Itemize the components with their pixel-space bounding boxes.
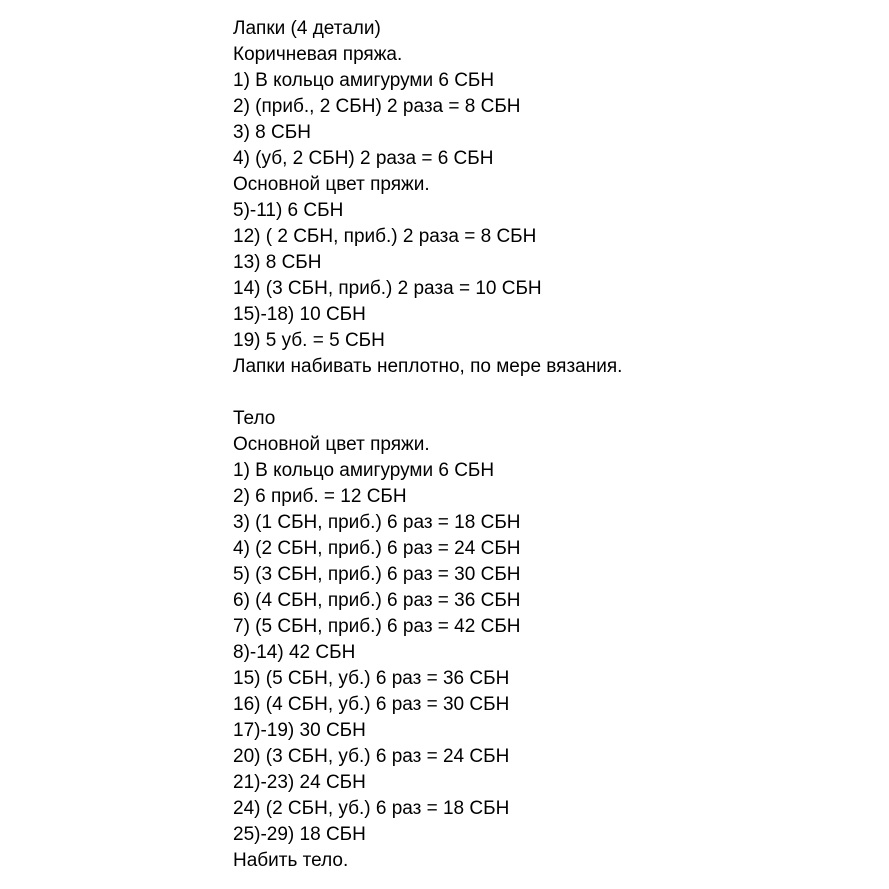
paws-yarn-main: Основной цвет пряжи. bbox=[233, 174, 430, 195]
paws-row: 15)-18) 10 СБН bbox=[233, 304, 366, 325]
paws-section bbox=[233, 16, 873, 380]
body-row: 1) В кольцо амигуруми 6 СБН bbox=[233, 460, 495, 481]
paws-row: 3) 8 СБН bbox=[233, 122, 311, 143]
body-row: 2) 6 приб. = 12 СБН bbox=[233, 486, 407, 507]
body-row: 21)-23) 24 СБН bbox=[233, 772, 366, 793]
body-section bbox=[233, 406, 873, 874]
paws-yarn-brown: Коричневая пряжа. bbox=[233, 44, 403, 65]
body-row: 16) (4 СБН, уб.) 6 раз = 30 СБН bbox=[233, 694, 510, 715]
body-row: 7) (5 СБН, приб.) 6 раз = 42 СБН bbox=[233, 616, 521, 637]
paws-row: 12) ( 2 СБН, приб.) 2 раза = 8 СБН bbox=[233, 226, 537, 247]
body-row: 25)-29) 18 СБН bbox=[233, 824, 366, 845]
body-row: 5) (3 СБН, приб.) 6 раз = 30 СБН bbox=[233, 564, 521, 585]
body-note: Набить тело. bbox=[233, 850, 349, 871]
paws-row: 5)-11) 6 СБН bbox=[233, 200, 344, 221]
body-row: 15) (5 СБН, уб.) 6 раз = 36 СБН bbox=[233, 668, 510, 689]
body-title: Тело bbox=[233, 408, 276, 429]
paws-row: 4) (уб, 2 СБН) 2 раза = 6 СБН bbox=[233, 148, 494, 169]
paws-note: Лапки набивать неплотно, по мере вязания. bbox=[233, 356, 623, 377]
pattern-document bbox=[233, 16, 873, 874]
paws-row: 2) (приб., 2 СБН) 2 раза = 8 СБН bbox=[233, 96, 521, 117]
paws-row: 13) 8 СБН bbox=[233, 252, 322, 273]
body-row: 24) (2 СБН, уб.) 6 раз = 18 СБН bbox=[233, 798, 510, 819]
section-spacer bbox=[233, 380, 873, 406]
paws-row: 19) 5 уб. = 5 СБН bbox=[233, 330, 385, 351]
body-row: 8)-14) 42 СБН bbox=[233, 642, 356, 663]
paws-row: 1) В кольцо амигуруми 6 СБН bbox=[233, 70, 495, 91]
body-row: 3) (1 СБН, приб.) 6 раз = 18 СБН bbox=[233, 512, 521, 533]
paws-title: Лапки (4 детали) bbox=[233, 18, 381, 39]
body-row: 17)-19) 30 СБН bbox=[233, 720, 366, 741]
body-row: 6) (4 СБН, приб.) 6 раз = 36 СБН bbox=[233, 590, 521, 611]
body-yarn-main: Основной цвет пряжи. bbox=[233, 434, 430, 455]
paws-row: 14) (3 СБН, приб.) 2 раза = 10 СБН bbox=[233, 278, 542, 299]
body-row: 4) (2 СБН, приб.) 6 раз = 24 СБН bbox=[233, 538, 521, 559]
body-row: 20) (3 СБН, уб.) 6 раз = 24 СБН bbox=[233, 746, 510, 767]
